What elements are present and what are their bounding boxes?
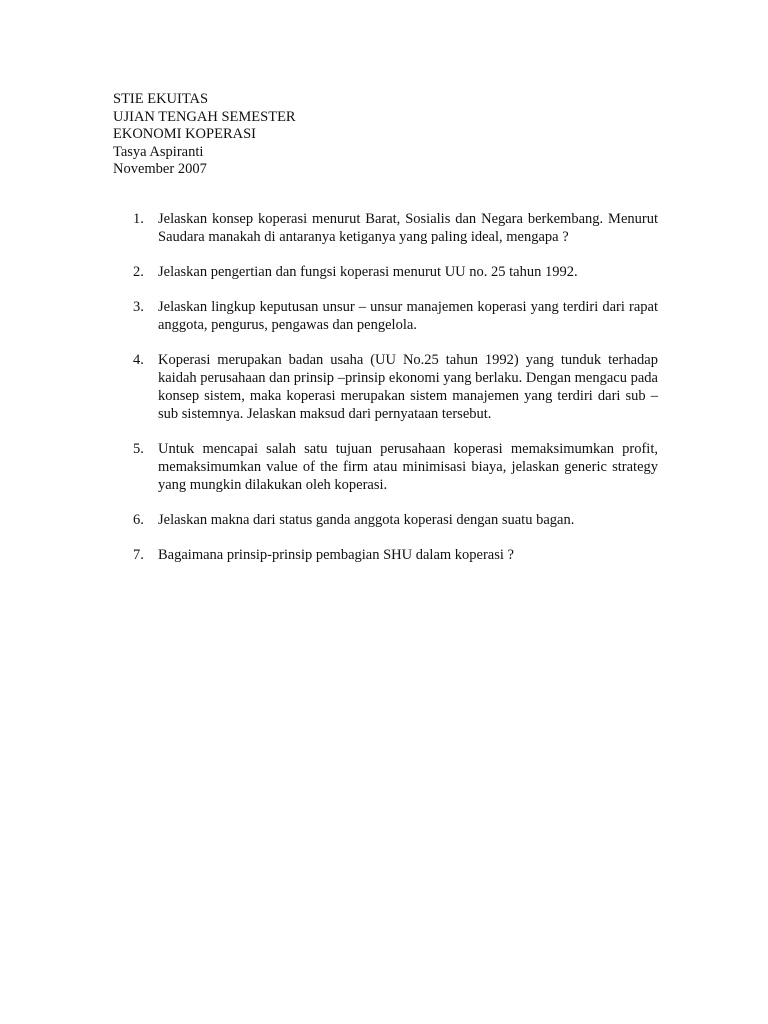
lecturer-name: Tasya Aspiranti xyxy=(113,143,204,160)
exam-date: November 2007 xyxy=(113,161,207,177)
course-name: EKONOMI KOPERASI xyxy=(113,126,256,142)
question-text: Jelaskan pengertian dan fungsi koperasi menurut UU no. 25 tahun 1992. xyxy=(158,264,578,280)
question-number: 1. xyxy=(133,211,144,227)
question-number: 3. xyxy=(133,299,144,315)
exam-title: UJIAN TENGAH SEMESTER xyxy=(113,108,296,125)
question-item xyxy=(113,298,658,334)
question-text: Jelaskan lingkup keputusan unsur – unsur manajemen koperasi yang terdiri dari rapat anggota, pengurus, pengawas dan pengelola. xyxy=(158,299,658,333)
question-item xyxy=(113,546,658,564)
question-number: 5. xyxy=(133,441,144,457)
question-text: Jelaskan makna dari status ganda anggota koperasi dengan suatu bagan. xyxy=(158,512,575,528)
question-item xyxy=(113,351,658,423)
question-number: 7. xyxy=(133,547,144,563)
question-text: Untuk mencapai salah satu tujuan perusahaan koperasi memaksimumkan profit, memaksimumkan value of the firm atau minimisasi biaya, jelaskan generic strategy yang mungkin dilakukan oleh koperasi. xyxy=(158,441,658,493)
question-item xyxy=(113,440,658,494)
question-item xyxy=(113,263,658,281)
question-item xyxy=(113,210,658,246)
question-number: 6. xyxy=(133,512,144,528)
question-text: Jelaskan konsep koperasi menurut Barat, Sosialis dan Negara berkembang. Menurut Saudara manakah di antaranya ketiganya yang paling ideal, mengapa ? xyxy=(158,211,658,245)
question-text: Koperasi merupakan badan usaha (UU No.25 tahun 1992) yang tunduk terhadap kaidah perusahaan dan prinsip –prinsip ekonomi yang berlaku. Dengan mengacu pada konsep sistem, maka koperasi merupakan sistem manajemen yang terdiri dari sub – sub sistemnya. Jelaskan maksud dari pernyataan tersebut. xyxy=(158,352,658,422)
question-item xyxy=(113,511,658,529)
question-text: Bagaimana prinsip-prinsip pembagian SHU dalam koperasi ? xyxy=(158,547,514,563)
question-number: 2. xyxy=(133,264,144,280)
question-list xyxy=(113,210,658,581)
question-number: 4. xyxy=(133,352,144,368)
exam-header xyxy=(113,91,296,179)
institution-name: STIE EKUITAS xyxy=(113,91,209,107)
